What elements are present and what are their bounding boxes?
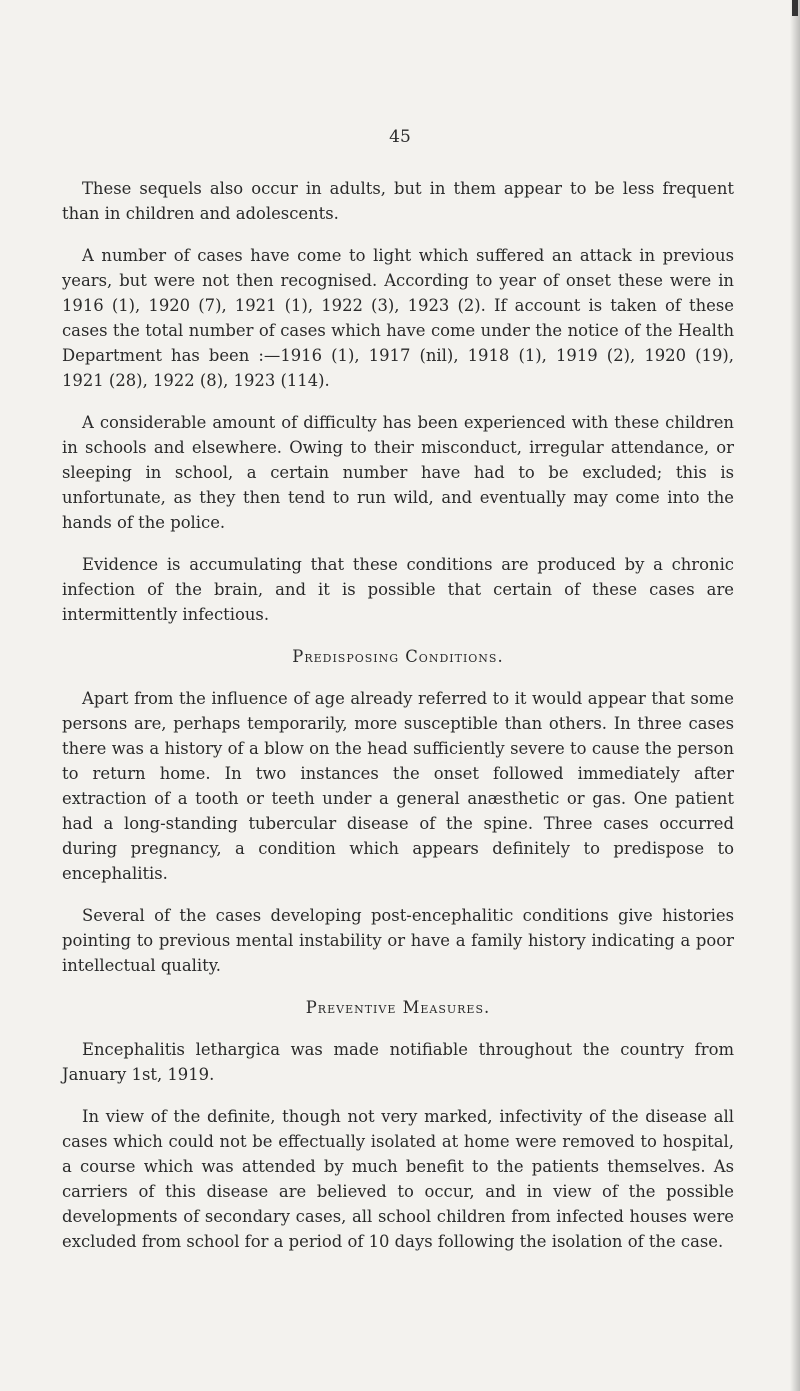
paragraph-school-difficulty: A considerable amount of difficulty has been experienced with these children in schools and elsewhere. Owing to their misconduct, irregular attendance, or sleeping in school, a certain number have had to be excluded; this is unfortunate, as they then tend to run wild, and eventually may come into the hands of the police.	[62, 413, 734, 532]
body-text	[62, 176, 734, 1254]
paragraph-evidence: Evidence is accumulating that these conditions are produced by a chronic infection of the brain, and it is possible that certain of these cases are intermittently infectious.	[62, 555, 734, 624]
heading-preventive-measures: Preventive Measures.	[305, 998, 491, 1017]
paragraph-mental-instability: Several of the cases developing post-encephalitic conditions give histories pointing to previous mental instability or have a family history indicating a poor intellectual quality.	[62, 906, 734, 975]
page-edge-shadow	[790, 0, 800, 1391]
page-number: 45	[389, 127, 411, 147]
paragraph-isolation: In view of the definite, though not very marked, infectivity of the disease all cases which could not be effectually isolated at home were removed to hospital, a course which was attended by much benefit to the patients themselves. As carriers of this disease are believed to occur, and in view of the possible developments of secondary cases, all school children from infected houses were excluded from school for a period of 10 days following the isolation of the case.	[62, 1107, 734, 1251]
heading-predisposing-conditions: Predisposing Conditions.	[292, 647, 504, 666]
paragraph-susceptibility: Apart from the influence of age already referred to it would appear that some persons are, perhaps temporarily, more susceptible than others. In three cases there was a history of a blow on the head sufficiently severe to cause the person to return home. In two instances the onset followed immediately after extraction of a tooth or teeth under a general anæsthetic or gas. One patient had a long-standing tubercular disease of the spine. Three cases occurred during pregnancy, a condition which appears definitely to predispose to encephalitis.	[62, 689, 734, 883]
paragraph-notifiable: Encephalitis lethargica was made notifiable throughout the country from January 1st, 1919.	[62, 1040, 734, 1084]
paragraph-case-counts: A number of cases have come to light which suffered an attack in previous years, but were not then recognised. According to year of onset these were in 1916 (1), 1920 (7), 1921 (1), 1922 (3), 1923 (2). If account is taken of these cases the total number of cases which have come under the notice of the Health Department has been :—1916 (1), 1917 (nil), 1918 (1), 1919 (2), 1920 (19), 1921 (28), 1922 (8), 1923 (114).	[62, 246, 734, 390]
scan-edge-mark	[792, 0, 798, 16]
paragraph-sequels: These sequels also occur in adults, but in them appear to be less frequent than in children and adolescents.	[62, 179, 734, 223]
